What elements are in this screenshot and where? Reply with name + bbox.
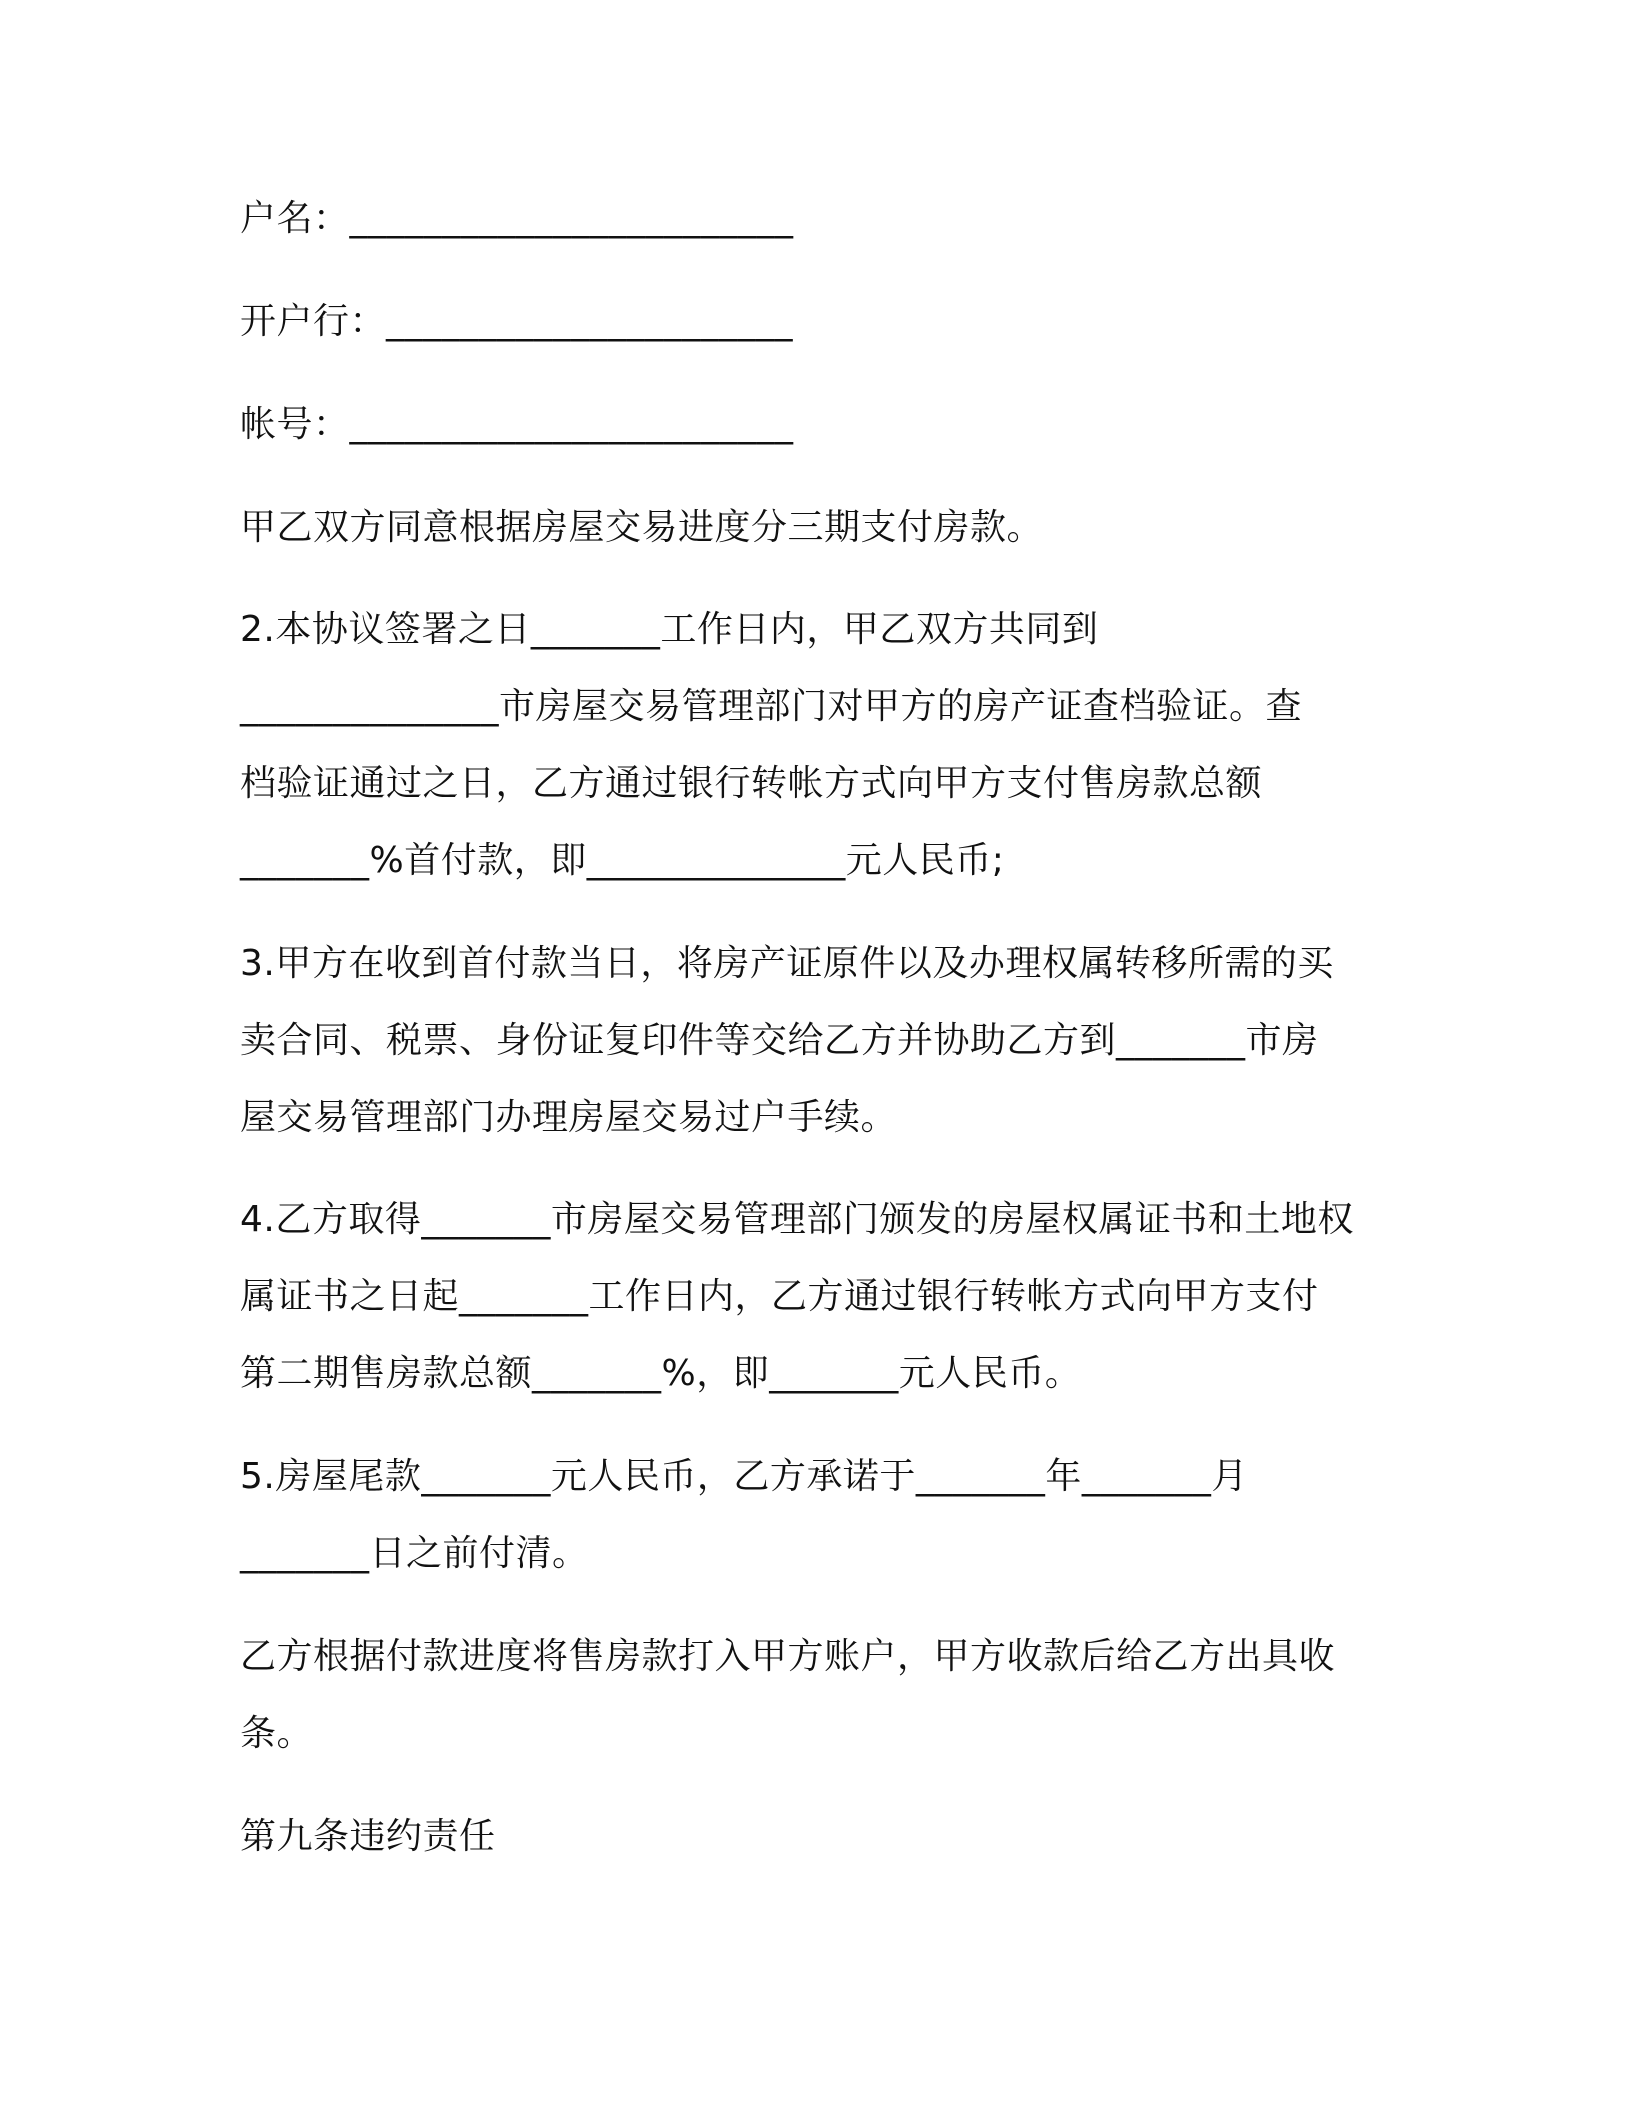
clause-5-line-2: _______日之前付清。 [240, 1533, 589, 1574]
account-name-field: 户名：________________________ [240, 198, 794, 239]
bank-field: 开户行：______________________ [240, 301, 794, 342]
receipt-paragraph-line-2: 条。 [240, 1713, 314, 1754]
clause-4-line-2: 属证书之日起_______工作日内，乙方通过银行转帐方式向甲方支付 [240, 1276, 1319, 1317]
clause-3-line-1: 3.甲方在收到首付款当日，将房产证原件以及办理权属转移所需的买 [240, 943, 1334, 984]
account-number-field: 帐号：________________________ [240, 404, 794, 445]
payment-intro-paragraph: 甲乙双方同意根据房屋交易进度分三期支付房款。 [240, 507, 1044, 548]
clause-3-line-3: 屋交易管理部门办理房屋交易过户手续。 [240, 1097, 898, 1138]
clause-2-line-3: 档验证通过之日，乙方通过银行转帐方式向甲方支付售房款总额 [240, 763, 1263, 804]
clause-2-line-4: _______%首付款，即______________元人民币; [240, 840, 1005, 881]
clause-4-line-1: 4.乙方取得_______市房屋交易管理部门颁发的房屋权属证书和土地权 [240, 1199, 1354, 1240]
clause-5-line-1: 5.房屋尾款_______元人民币，乙方承诺于_______年_______月 [240, 1456, 1248, 1497]
clause-4-line-3: 第二期售房款总额_______%，即_______元人民币。 [240, 1353, 1082, 1394]
receipt-paragraph-line-1: 乙方根据付款进度将售房款打入甲方账户，甲方收款后给乙方出具收 [240, 1636, 1336, 1677]
clause-2-line-1: 2.本协议签署之日_______工作日内，甲乙双方共同到 [240, 609, 1099, 650]
clause-2-line-2: ______________市房屋交易管理部门对甲方的房产证查档验证。查 [240, 686, 1303, 727]
clause-3-line-2: 卖合同、税票、身份证复印件等交给乙方并协助乙方到_______市房 [240, 1020, 1319, 1061]
article-9-heading: 第九条违约责任 [240, 1816, 496, 1857]
